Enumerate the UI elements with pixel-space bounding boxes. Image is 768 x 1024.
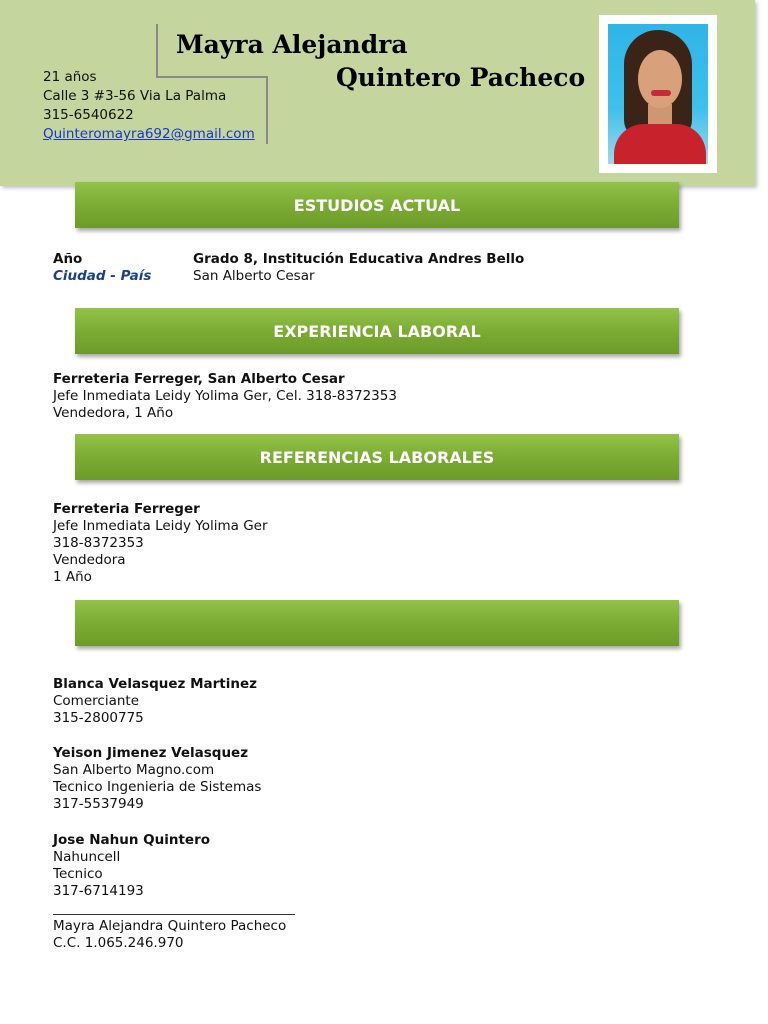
photo-face (638, 50, 682, 108)
personal-ref-line: Nahuncell (53, 849, 121, 865)
studies-year-value: Grado 8, Institución Educativa Andres Bello (193, 251, 525, 267)
name-first: Mayra Alejandra (176, 30, 408, 59)
personal-ref-line: 317-5537949 (53, 796, 144, 812)
personal-ref-name: Jose Nahun Quintero (53, 832, 210, 848)
signature-line (53, 914, 295, 915)
personal-ref-3 (53, 832, 210, 900)
work-ref-block (53, 501, 268, 586)
personal-ref-name: Yeison Jimenez Velasquez (53, 745, 249, 761)
experience-boss: Jefe Inmediata Leidy Yolima Ger, Cel. 318-8372353 (53, 388, 397, 404)
header-band (0, 0, 755, 186)
phone: 315-6540622 (43, 107, 134, 123)
experience-company: Ferreteria Ferreger, San Alberto Cesar (53, 371, 345, 387)
email-link[interactable]: Quinteromayra692@gmail.com (43, 126, 255, 142)
contact-info (43, 68, 255, 144)
photo-lips (651, 90, 671, 96)
signature-id: C.C. 1.065.246.970 (53, 935, 184, 948)
personal-ref-line: 315-2800775 (53, 710, 144, 726)
age: 21 años (43, 69, 97, 85)
work-ref-role: Vendedora (53, 552, 126, 568)
work-ref-phone: 318-8372353 (53, 535, 144, 551)
section-bar-personal-refs (75, 600, 679, 646)
section-bar-experience: EXPERIENCIA LABORAL (75, 308, 679, 354)
personal-ref-1 (53, 676, 257, 727)
name-last: Quintero Pacheco (336, 63, 586, 92)
decor-line (266, 76, 268, 144)
signature-block (53, 918, 286, 948)
profile-photo (608, 24, 708, 164)
studies-year-label: Año (53, 251, 83, 267)
signature-name: Mayra Alejandra Quintero Pacheco (53, 918, 287, 934)
photo-dress (614, 124, 706, 164)
personal-ref-name: Blanca Velasquez Martinez (53, 676, 257, 692)
personal-ref-line: Tecnico Ingenieria de Sistemas (53, 779, 262, 795)
studies-city-label: Ciudad - País (53, 268, 152, 284)
section-bar-work-refs: REFERENCIAS LABORALES (75, 434, 679, 480)
work-ref-boss: Jefe Inmediata Leidy Yolima Ger (53, 518, 268, 534)
personal-ref-2 (53, 745, 261, 813)
experience-block (53, 371, 397, 422)
work-ref-company: Ferreteria Ferreger (53, 501, 200, 517)
personal-ref-line: Tecnico (53, 866, 103, 882)
personal-ref-line: Comerciante (53, 693, 139, 709)
personal-ref-line: San Alberto Magno.com (53, 762, 215, 778)
work-ref-duration: 1 Año (53, 569, 92, 585)
personal-ref-line: 317-6714193 (53, 883, 144, 899)
profile-photo-frame (599, 15, 717, 173)
section-bar-studies: ESTUDIOS ACTUAL (75, 182, 679, 228)
experience-role: Vendedora, 1 Año (53, 405, 174, 421)
address: Calle 3 #3-56 Via La Palma (43, 88, 227, 104)
studies-city-value: San Alberto Cesar (193, 268, 315, 284)
